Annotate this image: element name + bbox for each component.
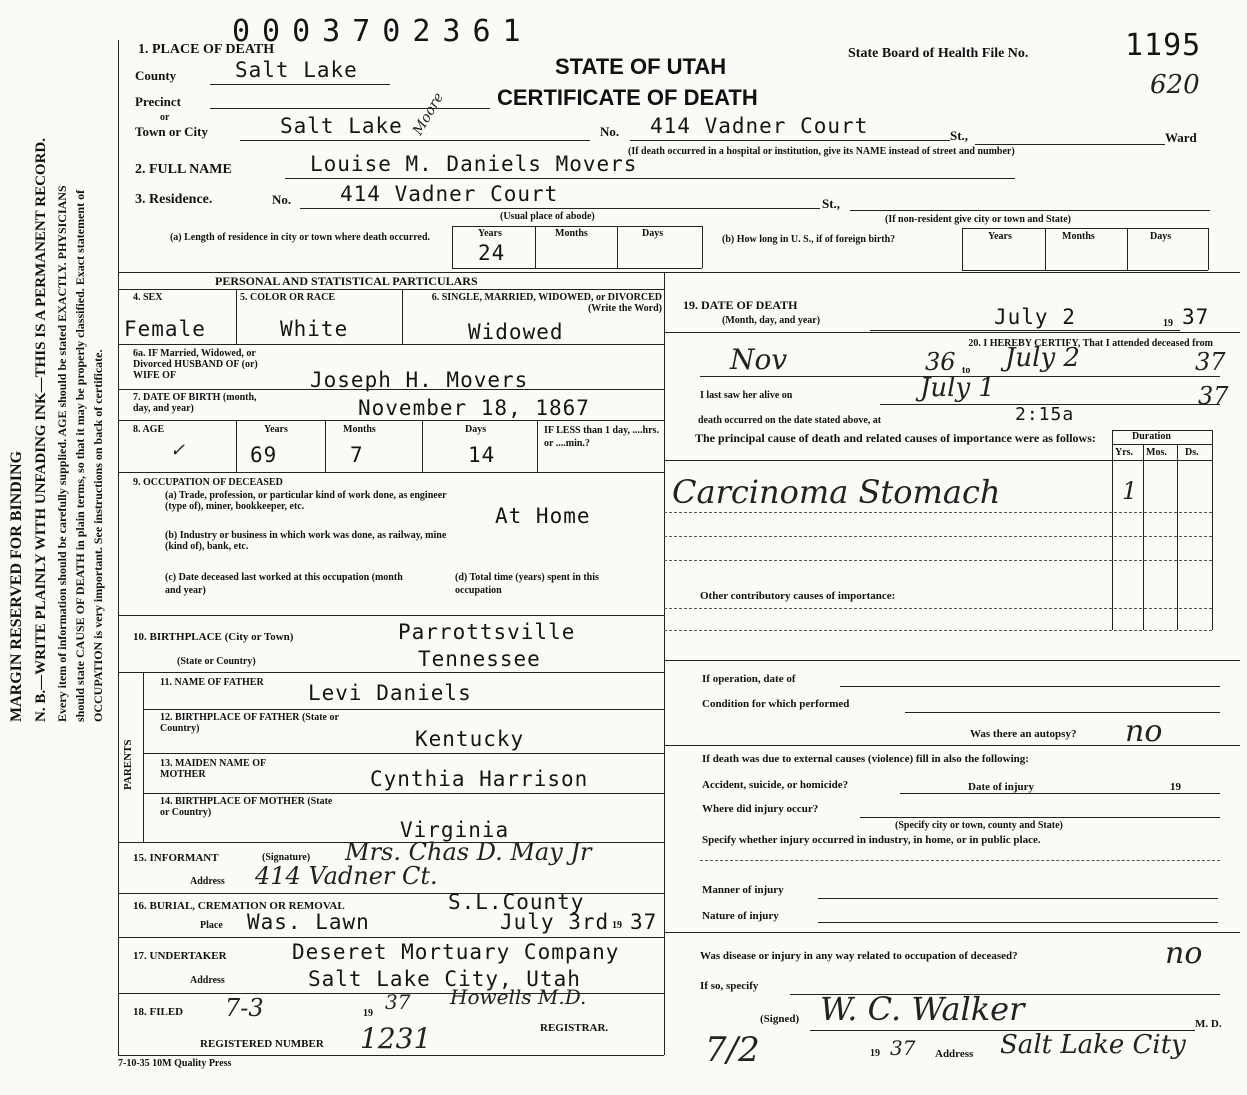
printer-footer: 7-10-35 10M Quality Press (118, 1058, 232, 1069)
operation-label: If operation, date of (702, 673, 796, 685)
undertaker-address-label: Address (190, 975, 225, 986)
burial-county: S.L.County (448, 890, 585, 914)
burial-date: July 3rd (500, 910, 610, 934)
date-of-death-sublabel: (Month, day, and year) (722, 315, 821, 326)
birthplace-label: 10. BIRTHPLACE (City or Town) (133, 631, 294, 643)
cause-duration-years: 1 (1122, 477, 1138, 505)
informant-signature-label: (Signature) (262, 852, 311, 863)
marital-label: 6. SINGLE, MARRIED, WIDOWED, or DIVORCED (Write the Word) (431, 292, 662, 314)
county-label: County (135, 68, 177, 83)
registered-number: 1231 (360, 1022, 432, 1055)
burial-year-prefix: 19 (612, 920, 622, 931)
condition-label: Condition for which performed (702, 698, 850, 710)
place-of-death-label: 1. PLACE OF DEATH (138, 42, 275, 57)
cause-of-death: Carcinoma Stomach (672, 473, 1001, 511)
document-title: CERTIFICATE OF DEATH (497, 85, 758, 110)
personal-heading: PERSONAL AND STATISTICAL PARTICULARS (215, 274, 478, 288)
residence-no-label: No. (272, 192, 292, 207)
margin-instruction-1: Every item of information should be carefully supplied. AGE should be stated EXACTLY. PHYSICIANS (55, 185, 69, 722)
town-value: Salt Lake (280, 114, 403, 138)
or-label: or (160, 112, 170, 123)
age-years: 69 (250, 443, 278, 467)
occupation-related-label: Was disease or injury in any way related to occupation of deceased? (700, 950, 1018, 962)
injury-industry-label: Specify whether injury occurred in industry, in home, or in public place. (702, 834, 1041, 846)
file-number-handwritten: 620 (1150, 70, 1200, 100)
birthplace-state: Tennessee (418, 647, 541, 671)
occupation-label: 9. OCCUPATION OF DECEASED (133, 477, 283, 488)
st-label: St., (950, 128, 969, 143)
ward-label: Ward (1165, 130, 1197, 145)
date-of-death-value: July 2 (994, 305, 1076, 329)
dob-value: November 18, 1867 (358, 396, 590, 420)
duration-yrs-header: Yrs. (1115, 447, 1134, 458)
color-label: 5. COLOR OR RACE (240, 292, 336, 303)
burial-place-label: Place (200, 920, 223, 931)
death-time: 2:15a (1015, 404, 1075, 425)
certify-label: 20. I HEREBY CERTIFY, That I attended deceased from (968, 338, 1213, 349)
burial-label: 16. BURIAL, CREMATION OR REMOVAL (133, 900, 345, 912)
hospital-note: (If death occurred in a hospital or institution, give its NAME instead of street and number) (628, 146, 1015, 157)
full-name-value: Louise M. Daniels Movers (310, 152, 638, 176)
birthplace-state-label: (State or Country) (177, 656, 256, 667)
age-label: 8. AGE (133, 424, 165, 435)
father-label: 11. NAME OF FATHER (160, 677, 264, 688)
occupation-c-label: (c) Date deceased last worked at this occupation (month and year) (165, 572, 403, 596)
date-of-death-year: 37 (1182, 305, 1210, 329)
mother-name: Cynthia Harrison (370, 767, 589, 791)
us-residence-label: (b) How long in U. S., if of foreign birth? (722, 234, 896, 245)
age-months-header: Months (343, 424, 376, 435)
spouse-label: 6a. IF Married, Widowed, or Divorced HUSBAND OF (or) WIFE OF (133, 348, 258, 381)
birthplace-city: Parrottsville (398, 620, 576, 644)
days-header: Days (642, 228, 664, 239)
attended-from: Nov (730, 343, 788, 376)
margin-permanent-note: N. B.—WRITE PLAINLY WITH UNFADING INK—THIS IS A PERMANENT RECORD. (33, 138, 49, 722)
county-value: Salt Lake (235, 58, 358, 82)
undertaker-label: 17. UNDERTAKER (133, 950, 227, 962)
spouse-value: Joseph H. Movers (310, 368, 529, 392)
mother-birthplace: Virginia (400, 818, 510, 842)
occupation-related-answer: no (1165, 936, 1203, 971)
signature-year-prefix: 19 (870, 1048, 880, 1059)
length-of-residence-label: (a) Length of residence in city or town where death occurred. (169, 232, 431, 243)
physician-signature: W. C. Walker (820, 990, 1025, 1028)
last-saw-year: 37 (1198, 382, 1229, 410)
full-name-label: 2. FULL NAME (135, 162, 232, 177)
town-label: Town or City (135, 124, 208, 139)
registrar-label: REGISTRAR. (540, 1022, 609, 1034)
death-occurred-label: death occurred on the date stated above, at (698, 415, 882, 426)
if-so-specify-label: If so, specify (700, 980, 759, 992)
age-years-header: Years (264, 424, 288, 435)
external-causes-label: If death was due to external causes (violence) fill in also the following: (702, 753, 1029, 765)
father-birthplace-label: 12. BIRTHPLACE OF FATHER (State or Country) (160, 712, 339, 734)
mother-label: 13. MAIDEN NAME OF MOTHER (160, 758, 266, 780)
age-days: 14 (468, 443, 496, 467)
signature-address: Salt Lake City (1000, 1030, 1186, 1060)
residence-label: 3. Residence. (135, 192, 213, 207)
dob-label: 7. DATE OF BIRTH (month, day, and year) (133, 392, 257, 414)
us-days-header: Days (1150, 231, 1172, 242)
attended-to-label: to (962, 365, 971, 376)
cause-label: The principal cause of death and related causes of importance were as follows: (695, 431, 1096, 445)
undertaker-address: Salt Lake City, Utah (308, 967, 581, 991)
autopsy-answer: no (1125, 714, 1163, 749)
father-name: Levi Daniels (308, 681, 472, 705)
date-of-death-year-prefix: 19 (1163, 318, 1173, 329)
informant-address-label: Address (190, 876, 225, 887)
mother-birthplace-label: 14. BIRTHPLACE OF MOTHER (State or Country) (160, 796, 333, 818)
undertaker-value: Deseret Mortuary Company (292, 940, 620, 964)
parents-side-label: PARENTS (122, 739, 134, 790)
margin-binding-note: MARGIN RESERVED FOR BINDING (8, 450, 25, 722)
filed-year: 37 (385, 990, 411, 1014)
nonresident-note: (If non-resident give city or town and State) (885, 214, 1072, 225)
signature-address-label: Address (935, 1048, 974, 1060)
manner-label: Manner of injury (702, 884, 784, 896)
attended-to-year: 37 (1195, 348, 1226, 376)
duration-mos-header: Mos. (1146, 447, 1167, 458)
informant-label: 15. INFORMANT (133, 852, 219, 864)
file-number-label: State Board of Health File No. (848, 46, 1029, 61)
marital-value: Widowed (468, 320, 564, 344)
residence-st-label: St., (822, 196, 841, 211)
us-months-header: Months (1062, 231, 1095, 242)
age-check: ✓ (170, 440, 186, 461)
occupation-b-label: (b) Industry or business in which work was done, as railway, mine (kind of), bank, etc. (165, 530, 447, 552)
occupation-a-label: (a) Trade, profession, or particular kind of work done, as engineer (type of), miner, bookkeeper, etc. (165, 490, 447, 512)
burial-year: 37 (630, 910, 658, 934)
informant-signature: Mrs. Chas D. May Jr (345, 838, 592, 866)
color-value: White (280, 317, 349, 341)
injury-year-prefix: 19 (1170, 781, 1181, 793)
duration-ds-header: Ds. (1185, 447, 1199, 458)
age-days-header: Days (465, 424, 487, 435)
street-no-label: No. (600, 124, 620, 139)
md-label: M. D. (1195, 1018, 1222, 1030)
father-birthplace: Kentucky (415, 727, 525, 751)
injury-where-label: Where did injury occur? (702, 803, 819, 815)
residence-years: 24 (478, 241, 506, 265)
informant-address: 414 Vadner Ct. (255, 862, 438, 890)
age-months: 7 (350, 443, 364, 467)
filed-label: 18. FILED (133, 1006, 184, 1018)
full-name-correction: Moore (410, 90, 447, 138)
signature-date: 7/2 (705, 1030, 760, 1070)
duration-header: Duration (1132, 431, 1171, 442)
date-of-death-label: 19. DATE OF DEATH (683, 298, 798, 312)
autopsy-label: Was there an autopsy? (970, 728, 1077, 740)
last-saw-label: I last saw her alive on (700, 390, 793, 401)
sex-label: 4. SEX (133, 292, 163, 303)
signed-label: (Signed) (760, 1013, 800, 1025)
occupation-d-label: (d) Total time (years) spent in this occupation (455, 572, 599, 596)
burial-place: Was. Lawn (247, 910, 370, 934)
injury-date-label: Date of injury (968, 781, 1034, 793)
file-number: 1195 (1125, 28, 1202, 63)
certificate-number: 0003702361 (232, 14, 533, 49)
months-header: Months (555, 228, 588, 239)
registrar-signature: Howells M.D. (450, 985, 587, 1009)
filed-year-prefix: 19 (363, 1008, 373, 1019)
margin-instruction-2: should state CAUSE OF DEATH in plain terms, so that it may be properly classified. Exact statement of (73, 189, 87, 722)
registered-number-label: REGISTERED NUMBER (200, 1038, 324, 1050)
street-address: 414 Vadner Court (650, 114, 869, 138)
attended-from-year: 36 (925, 348, 956, 376)
signature-year: 37 (890, 1036, 916, 1060)
margin-instruction-3: OCCUPATION is very important. See instructions on back of certificate. (91, 349, 105, 722)
state-title: STATE OF UTAH (555, 54, 727, 79)
less-than-day-label: IF LESS than 1 day, ....hrs. or ....min.? (544, 425, 659, 449)
occupation-value: At Home (495, 504, 591, 528)
nature-label: Nature of injury (702, 910, 779, 922)
years-header: Years (478, 228, 502, 239)
specify-location-note: (Specify city or town, county and State) (895, 820, 1063, 831)
abode-note: (Usual place of abode) (500, 211, 595, 222)
us-years-header: Years (988, 231, 1012, 242)
residence-value: 414 Vadner Court (340, 182, 559, 206)
filed-date: 7-3 (225, 994, 264, 1022)
sex-value: Female (124, 317, 206, 341)
other-causes-label: Other contributory causes of importance: (700, 590, 896, 602)
precinct-label: Precinct (135, 94, 181, 109)
attended-to: July 2 (1005, 343, 1080, 373)
accident-label: Accident, suicide, or homicide? (702, 779, 849, 791)
last-saw-date: July 1 (920, 373, 995, 403)
